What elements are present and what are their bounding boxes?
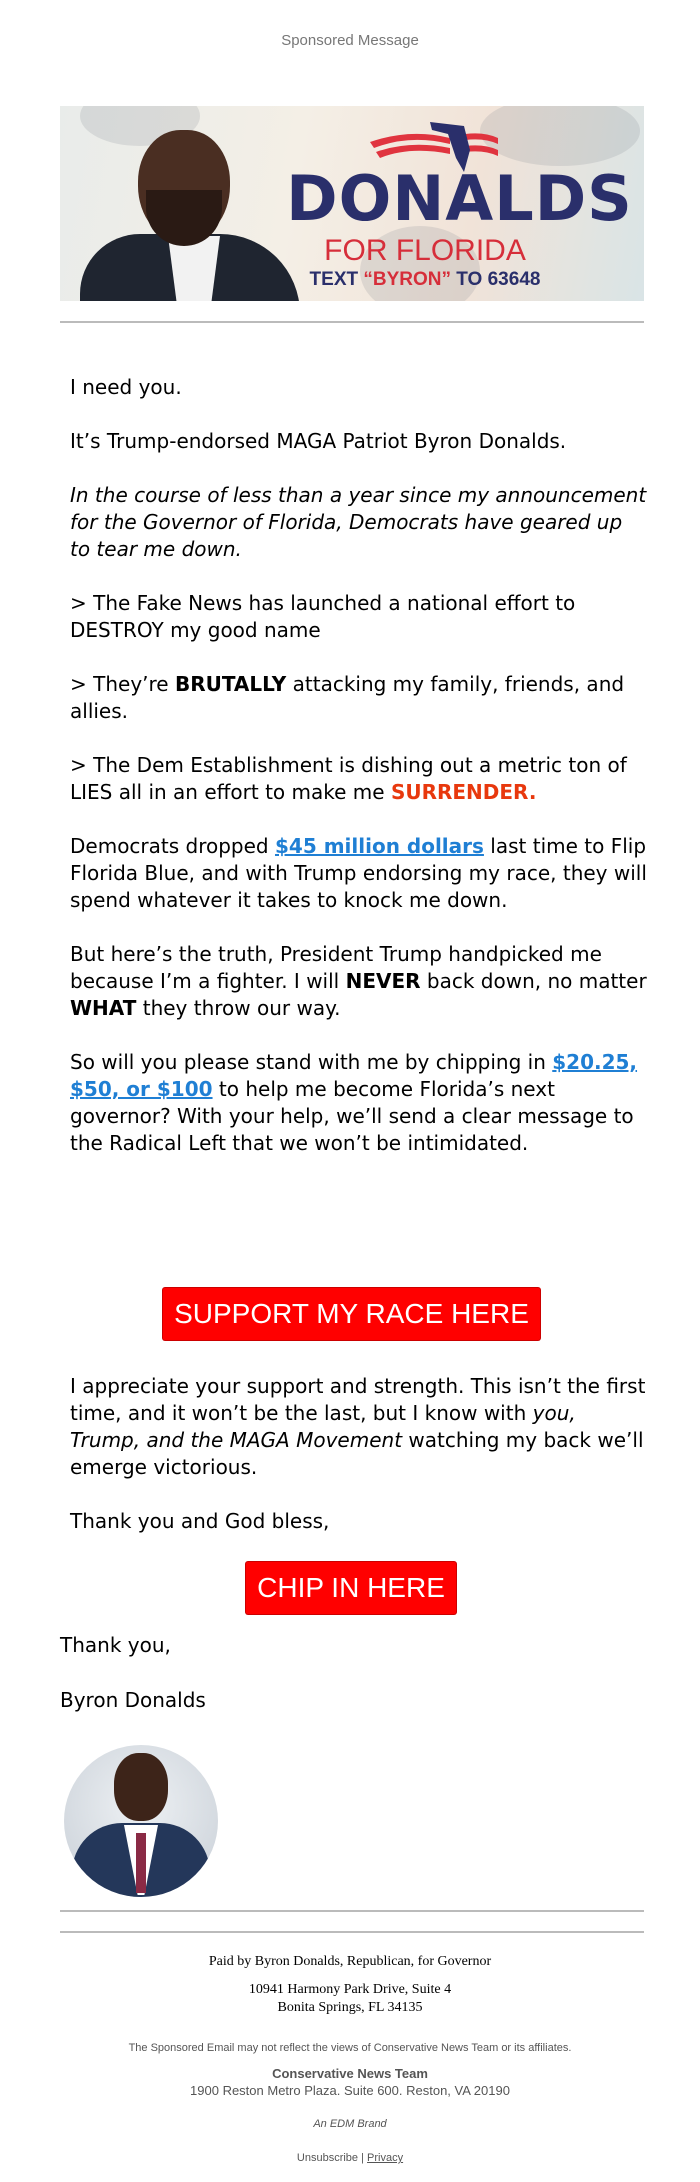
text: watching my back we’ll emerge victorious. xyxy=(70,1428,644,1479)
text: back down, no matter xyxy=(420,969,647,993)
paragraph: Thank you and God bless, xyxy=(70,1509,330,1533)
text: So will you please stand with me by chipping in xyxy=(70,1050,553,1074)
separator: | xyxy=(358,2152,368,2164)
footer-links xyxy=(0,2152,700,2164)
paragraph xyxy=(70,1373,648,1481)
text-prefix: TEXT xyxy=(309,269,364,290)
paid-by-disclaimer: Paid by Byron Donalds, Republican, for Governor xyxy=(208,1954,492,1969)
text: > They’re xyxy=(70,672,175,696)
paragraph: It’s Trump-endorsed MAGA Patriot Byron Donalds. xyxy=(70,429,567,453)
emphasis: NEVER xyxy=(345,969,421,993)
divider xyxy=(60,1910,644,1912)
chip-in-button[interactable]: CHIP IN HERE xyxy=(246,1562,456,1614)
campaign-banner[interactable] xyxy=(60,106,644,301)
address-line-1: 10941 Harmony Park Drive, Suite 4 xyxy=(248,1982,452,1997)
text-suffix: TO 63648 xyxy=(451,269,541,290)
text: they throw our way. xyxy=(136,996,341,1020)
text: But here’s the truth, President Trump handpicked me because I’m a fighter. I will xyxy=(70,942,602,993)
closing-body xyxy=(70,1373,648,1535)
brand-label: An EDM Brand xyxy=(313,2118,387,2130)
text: I appreciate your support and strength. This isn’t the first time, and it won’t be the last, but I know with xyxy=(70,1374,646,1425)
logo-subtitle: FOR FLORIDA xyxy=(324,234,526,267)
sponsor-disclaimer: The Sponsored Email may not reflect the views of Conservative News Team or its affiliates. xyxy=(128,2042,572,2054)
divider xyxy=(60,1931,644,1933)
paragraph xyxy=(70,671,648,725)
org-address: 1900 Reston Metro Plaza. Suite 600. Reston, VA 20190 xyxy=(190,2083,510,2098)
donate-link-45-million[interactable]: $45 million dollars xyxy=(274,834,484,858)
text-keyword: “BYRON” xyxy=(363,269,452,290)
text: attacking my family, friends, and allies. xyxy=(70,672,625,723)
org-name: Conservative News Team xyxy=(272,2066,428,2081)
privacy-link[interactable]: Privacy xyxy=(367,2152,404,2164)
support-my-race-button[interactable]: SUPPORT MY RACE HERE xyxy=(163,1288,540,1340)
text: > The Dem Establishment is dishing out a metric ton of LIES all in an effort to make me xyxy=(70,753,627,804)
logo-text-cta xyxy=(275,269,575,291)
candidate-photo xyxy=(80,126,300,301)
text: last time to Flip Florida Blue, and with Trump endorsing my race, they will spend whatever it takes to knock me down. xyxy=(70,834,647,912)
logo-title: DONALDS xyxy=(286,162,633,235)
candidate-headshot xyxy=(64,1745,218,1897)
text: to help me become Florida’s next governor? With your help, we’ll send a clear message to the Radical Left that we won’t be intimidated. xyxy=(70,1077,634,1155)
paragraph xyxy=(70,752,648,806)
text: Democrats dropped xyxy=(70,834,275,858)
email-body xyxy=(70,374,648,1184)
signoff: Thank you, xyxy=(60,1633,171,1657)
emphasis: WHAT xyxy=(70,996,137,1020)
emphasis: BRUTALLY xyxy=(174,672,287,696)
emphasis-red: SURRENDER. xyxy=(390,780,537,804)
signature-name: Byron Donalds xyxy=(60,1688,206,1712)
paragraph: > The Fake News has launched a national effort to DESTROY my good name xyxy=(70,591,576,642)
sponsored-label: Sponsored Message xyxy=(281,32,419,49)
donate-amounts-link[interactable]: $20.25, $50, or $100 xyxy=(70,1050,638,1101)
emphasis-italic: you, Trump, and the MAGA Movement xyxy=(70,1401,576,1452)
palm-decoration xyxy=(480,106,640,166)
paragraph xyxy=(70,1049,648,1157)
address-line-2: Bonita Springs, FL 34135 xyxy=(277,2000,423,2015)
unsubscribe-link[interactable]: Unsubscribe xyxy=(296,2152,359,2164)
paragraph xyxy=(70,941,648,1022)
divider xyxy=(60,321,644,323)
paragraph: In the course of less than a year since my announcement for the Governor of Florida, Democrats have geared up to tear me down. xyxy=(70,483,647,561)
paragraph: I need you. xyxy=(70,375,182,399)
paragraph xyxy=(70,833,648,914)
